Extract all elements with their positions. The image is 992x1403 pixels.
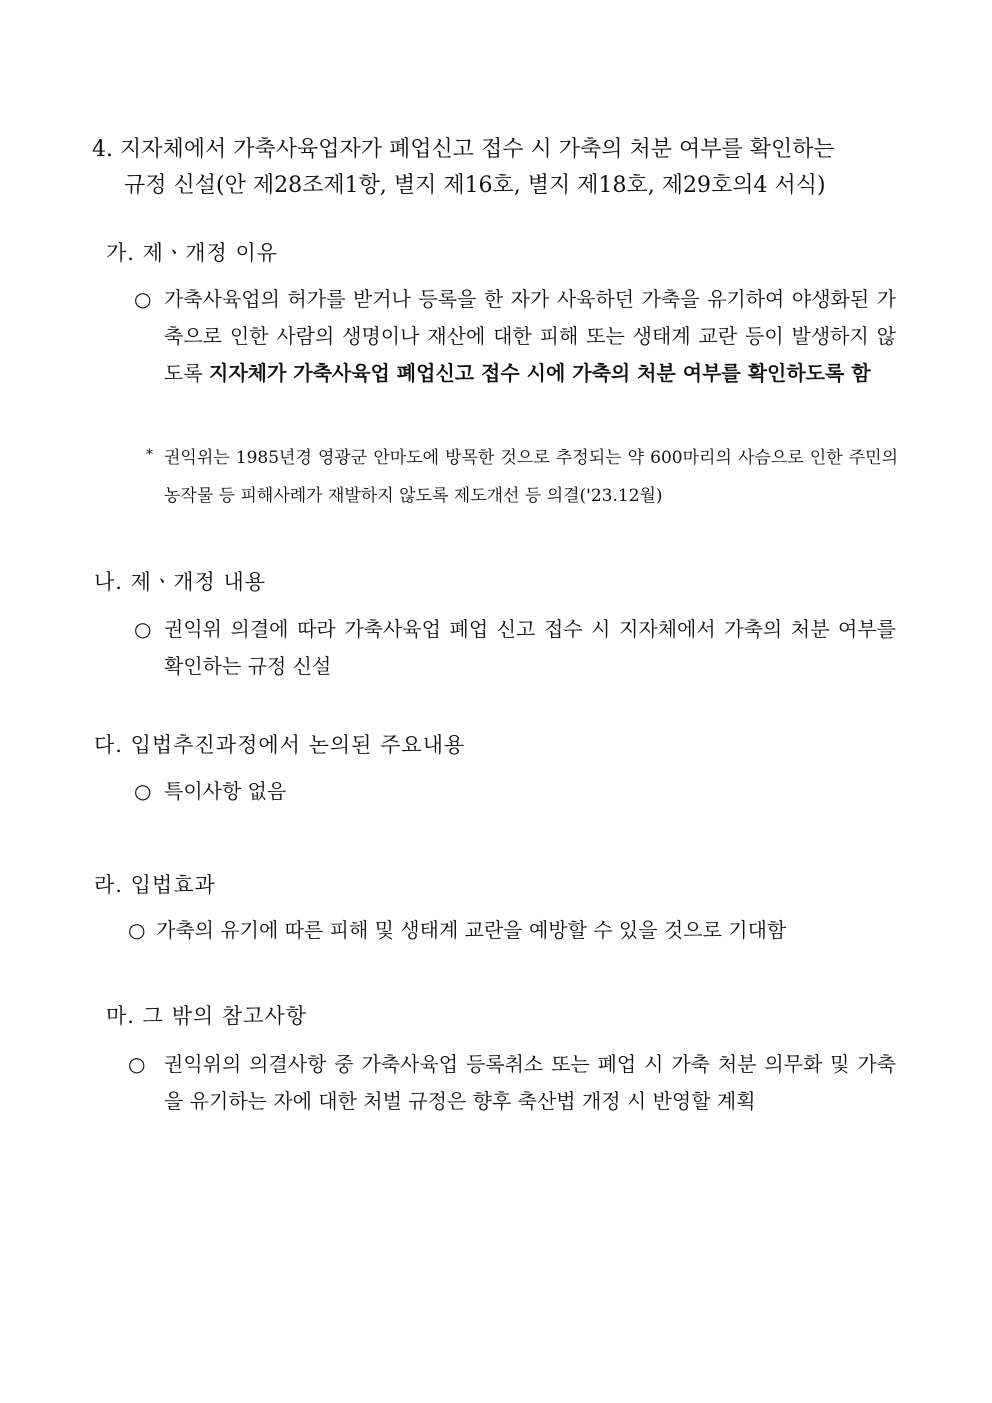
section-ga-bullet <box>134 281 896 392</box>
main-heading <box>92 132 912 204</box>
section-na-heading: 나. 제ㆍ개정 내용 <box>94 570 267 594</box>
bullet-circle-icon: ○ <box>134 779 152 803</box>
bullet-circle-icon: ○ <box>128 918 146 942</box>
section-ga-bullet-bold: 지자체가 가축사육업 폐업신고 접수 시에 가축의 처분 여부를 확인하도록 함 <box>209 361 871 385</box>
section-ma-heading: 마. 그 밖의 참고사항 <box>106 1004 307 1028</box>
main-heading-line2: 규정 신설(안 제28조제1항, 별지 제16호, 별지 제18호, 제29호의4 서식) <box>124 173 826 198</box>
section-ma-bullet-text: 권익위의 의결사항 중 가축사육업 등록취소 또는 폐업 시 가축 처분 의무화 및 가축을 유기하는 자에 대한 처벌 규정은 향후 축산법 개정 시 반영할 계획 <box>164 1052 896 1113</box>
section-ga-bullet-plain: 가축사육업의 허가를 받거나 등록을 한 자가 사육하던 가축을 유기하여 야생화된 가축으로 인한 사람의 생명이나 재산에 대한 피해 또는 생태계 교란 등이 발생하지 않도록 <box>164 287 896 385</box>
section-da-bullet-text: 특이사항 없음 <box>164 779 287 803</box>
main-heading-line1: 4. 지자체에서 가축사육업자가 폐업신고 접수 시 가축의 처분 여부를 확인하는 <box>92 137 835 162</box>
section-na-bullet-text: 권익위 의결에 따라 가축사육업 폐업 신고 접수 시 지자체에서 가축의 처분 여부를 확인하는 규정 신설 <box>164 617 896 678</box>
bullet-circle-icon: ○ <box>134 287 152 311</box>
section-da-heading: 다. 입법추진과정에서 논의된 주요내용 <box>94 733 466 757</box>
section-da-bullet <box>134 773 896 810</box>
bullet-circle-icon: ○ <box>128 1052 146 1076</box>
section-na-bullet <box>134 611 896 685</box>
section-ra-bullet-text: 가축의 유기에 따른 피해 및 생태계 교란을 예방할 수 있을 것으로 기대함 <box>156 918 787 942</box>
section-ma-bullet <box>128 1046 896 1120</box>
section-ga-note <box>146 439 898 515</box>
bullet-circle-icon: ○ <box>134 617 152 641</box>
section-ga-bullet-text <box>134 281 896 392</box>
section-ga-heading: 가. 제ㆍ개정 이유 <box>106 241 279 265</box>
asterisk-icon: * <box>146 447 153 463</box>
section-ra-bullet <box>128 912 898 949</box>
section-ga-note-text: 권익위는 1985년경 영광군 안마도에 방목한 것으로 추정되는 약 600마리의 사슴으로 인한 주민의 농작물 등 피해사례가 재발하지 않도록 제도개선 등 의결('23.12월) <box>164 448 898 506</box>
section-ra-heading: 라. 입법효과 <box>94 873 216 897</box>
